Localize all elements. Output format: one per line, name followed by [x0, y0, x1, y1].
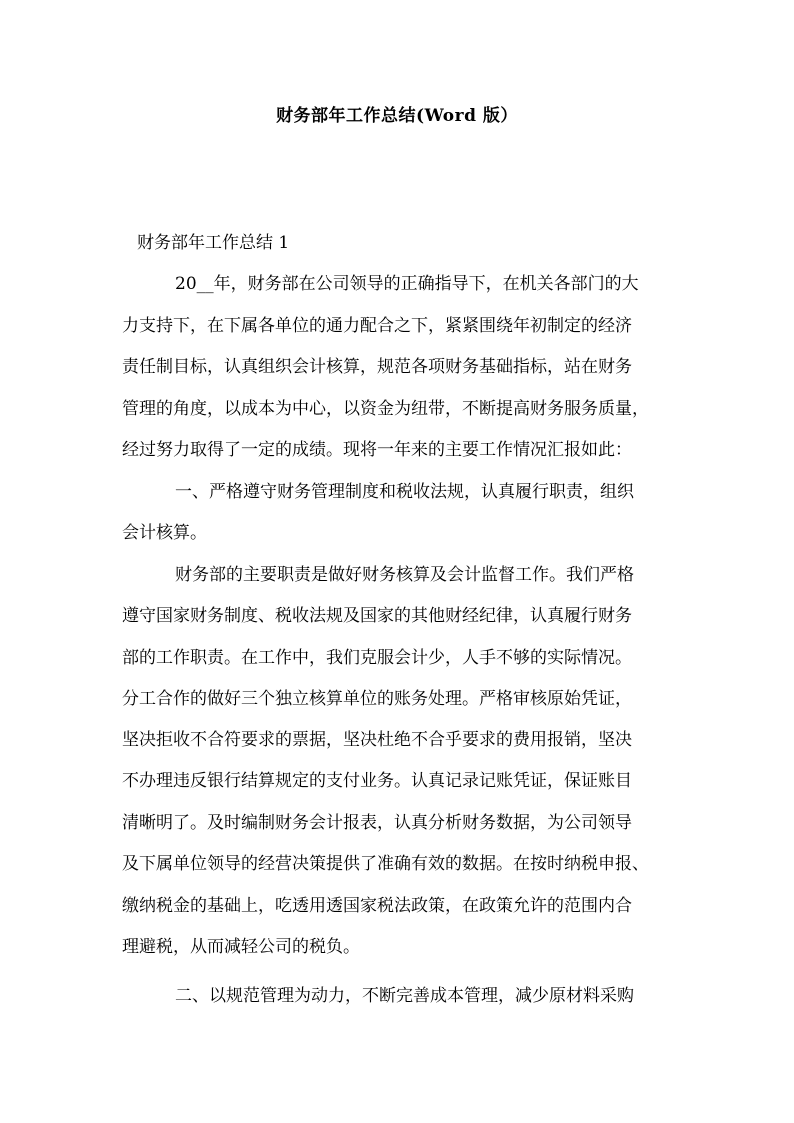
section-title: 财务部年工作总结 1 — [137, 233, 290, 253]
paragraph-line: 不办理违反银行结算规定的支付业务。认真记录记账凭证，保证账目 — [122, 771, 632, 791]
paragraph-line: 二、以规范管理为动力，不断完善成本管理，减少原材料采购 — [175, 986, 634, 1006]
paragraph-line: 缴纳税金的基础上，吃透用透国家税法政策，在政策允许的范围内合 — [122, 896, 632, 916]
paragraph-line: 会计核算。 — [122, 523, 207, 543]
paragraph-line: 遵守国家财务制度、税收法规及国家的其他财经纪律，认真履行财务 — [122, 606, 632, 626]
paragraph-line: 力支持下，在下属各单位的通力配合之下，紧紧围绕年初制定的经济 — [122, 316, 632, 336]
paragraph-line: 责任制目标，认真组织会计核算，规范各项财务基础指标，站在财务 — [122, 357, 632, 377]
paragraph-line: 理避税，从而减轻公司的税负。 — [122, 937, 360, 957]
paragraph-line: 20__年，财务部在公司领导的正确指导下，在机关各部门的大 — [175, 274, 639, 294]
paragraph-line: 财务部的主要职责是做好财务核算及会计监督工作。我们严格 — [175, 565, 634, 585]
document-title: 财务部年工作总结(Word 版） — [276, 106, 518, 126]
paragraph-line: 分工合作的做好三个独立核算单位的账务处理。严格审核原始凭证， — [122, 689, 632, 709]
paragraph-line: 管理的角度，以成本为中心，以资金为纽带，不断提高财务服务质量， — [122, 399, 649, 419]
paragraph-line: 及下属单位领导的经营决策提供了准确有效的数据。在按时纳税申报、 — [122, 854, 649, 874]
paragraph-line: 部的工作职责。在工作中，我们克服会计少，人手不够的实际情况。 — [122, 648, 632, 668]
paragraph-line: 坚决拒收不合符要求的票据，坚决杜绝不合乎要求的费用报销，坚决 — [122, 730, 632, 750]
paragraph-line: 经过努力取得了一定的成绩。现将一年来的主要工作情况汇报如此： — [122, 440, 632, 460]
paragraph-line: 一、严格遵守财务管理制度和税收法规，认真履行职责，组织 — [175, 482, 634, 502]
paragraph-line: 清晰明了。及时编制财务会计报表，认真分析财务数据，为公司领导 — [122, 813, 632, 833]
